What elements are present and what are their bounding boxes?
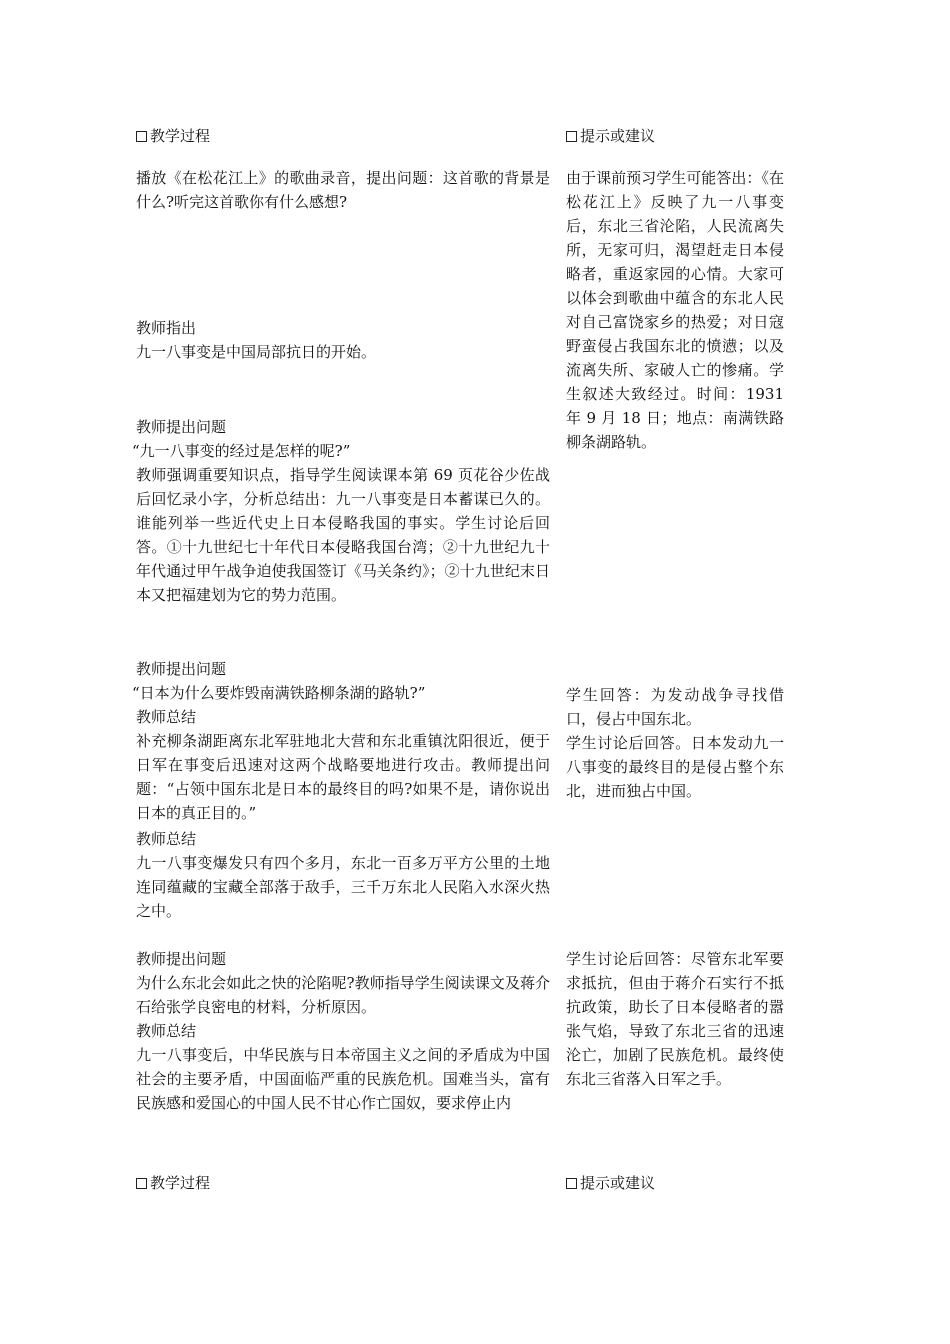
checkbox-icon — [136, 1178, 147, 1189]
header-label: 提示或建议 — [580, 1174, 656, 1192]
header-label: 教学过程 — [150, 127, 211, 145]
header-label: 教学过程 — [150, 1174, 211, 1192]
paragraph-liutiaohu: 补充柳条湖距离东北军驻地北大营和东北重镇沈阳很近，便于日军在事变后迅速对这两个战略要地进行攻击。教师提出问题：“占领中国东北是日本的最终目的吗?如果不是，请你说出日本的真正目的。” — [136, 732, 550, 822]
paragraph-national-crisis: 九一八事变后，中华民族与日本帝国主义之间的矛盾成为中国社会的主要矛盾，中国面临严重的民族危机。国难当头，富有民族感和爱国心的中国人民不甘心作亡国奴，要求停止内 — [136, 1046, 550, 1112]
hint-ultimate-goal: 学生讨论后回答。日本发动九一八事变的最终目的是侵占整个东北，进而独占中国。 — [566, 734, 784, 800]
question-railway-bombing: “日本为什么要炸毁南满铁路柳条湖的路轨?” — [132, 684, 426, 702]
label-teacher-summary: 教师总结 — [136, 830, 197, 848]
paragraph-northeast-lost: 九一八事变爆发只有四个多月，东北一百多万平方公里的土地连同蕴藏的宝藏全部落于敌手，三千万东北人民陷入水深火热之中。 — [136, 854, 550, 920]
paragraph-why-fall: 为什么东北会如此之快的沦陷呢?教师指导学生阅读课文及蒋介石给张学良密电的材料，分析原因。 — [136, 974, 550, 1016]
header-hints-repeat — [566, 1171, 784, 1195]
hint-pretext-answer: 学生回答：为发动战争寻找借口，侵占中国东北。 — [566, 686, 784, 728]
header-teaching-process-repeat — [136, 1171, 550, 1195]
label-teacher-summary: 教师总结 — [136, 708, 197, 726]
label-teacher-question: 教师提出问题 — [136, 950, 227, 968]
paragraph-premeditated: 教师强调重要知识点，指导学生阅读课本第 69 页花谷少佐战后回忆录小字，分析总结出：九一八事变是日本蓄谋已久的。谁能列举一些近代史上日本侵略我国的事实。学生讨论后回答。①十九世纪七十年代日本侵略我国台湾；②十九世纪九十年代通过甲午战争迫使我国签订《马关条约》；②十九世纪末日本又把福建划为它的势力范围。 — [136, 466, 550, 604]
checkbox-icon — [136, 131, 147, 142]
header-teaching-process — [136, 124, 550, 148]
label-teacher-points-out: 教师指出 — [136, 319, 197, 337]
paragraph-song-intro: 播放《在松花江上》的歌曲录音，提出问题：这首歌的背景是什么?听完这首歌你有什么感想? — [136, 169, 550, 211]
header-hints — [566, 124, 784, 148]
checkbox-icon — [566, 131, 577, 142]
label-teacher-summary: 教师总结 — [136, 1022, 197, 1040]
label-teacher-question: 教师提出问题 — [136, 660, 227, 678]
paragraph-incident-start: 九一八事变是中国局部抗日的开始。 — [136, 343, 377, 361]
hint-song-answer: 由于课前预习学生可能答出：《在松花江上》反映了九一八事变后，东北三省沦陷，人民流离失所，无家可归，渴望赶走日本侵略者，重返家园的心情。大家可以体会到歌曲中蕴含的东北人民对自己富饶家乡的热爱；对日寇野蛮侵占我国东北的愤懑；以及流离失所、家破人亡的惨痛。学生叙述大致经过。时间：1931 年 9 月 18 日；地点：南满铁路柳条湖路轨。 — [566, 169, 784, 451]
checkbox-icon — [566, 1178, 577, 1189]
label-teacher-question: 教师提出问题 — [136, 418, 227, 436]
header-label: 提示或建议 — [580, 127, 656, 145]
hint-non-resistance: 学生讨论后回答：尽管东北军要求抵抗，但由于蒋介石实行不抵抗政策，助长了日本侵略者的嚣张气焰，导致了东北三省的迅速沦亡，加剧了民族危机。最终使东北三省落入日军之手。 — [566, 950, 784, 1088]
question-incident-process: “九一八事变的经过是怎样的呢?” — [132, 442, 351, 460]
